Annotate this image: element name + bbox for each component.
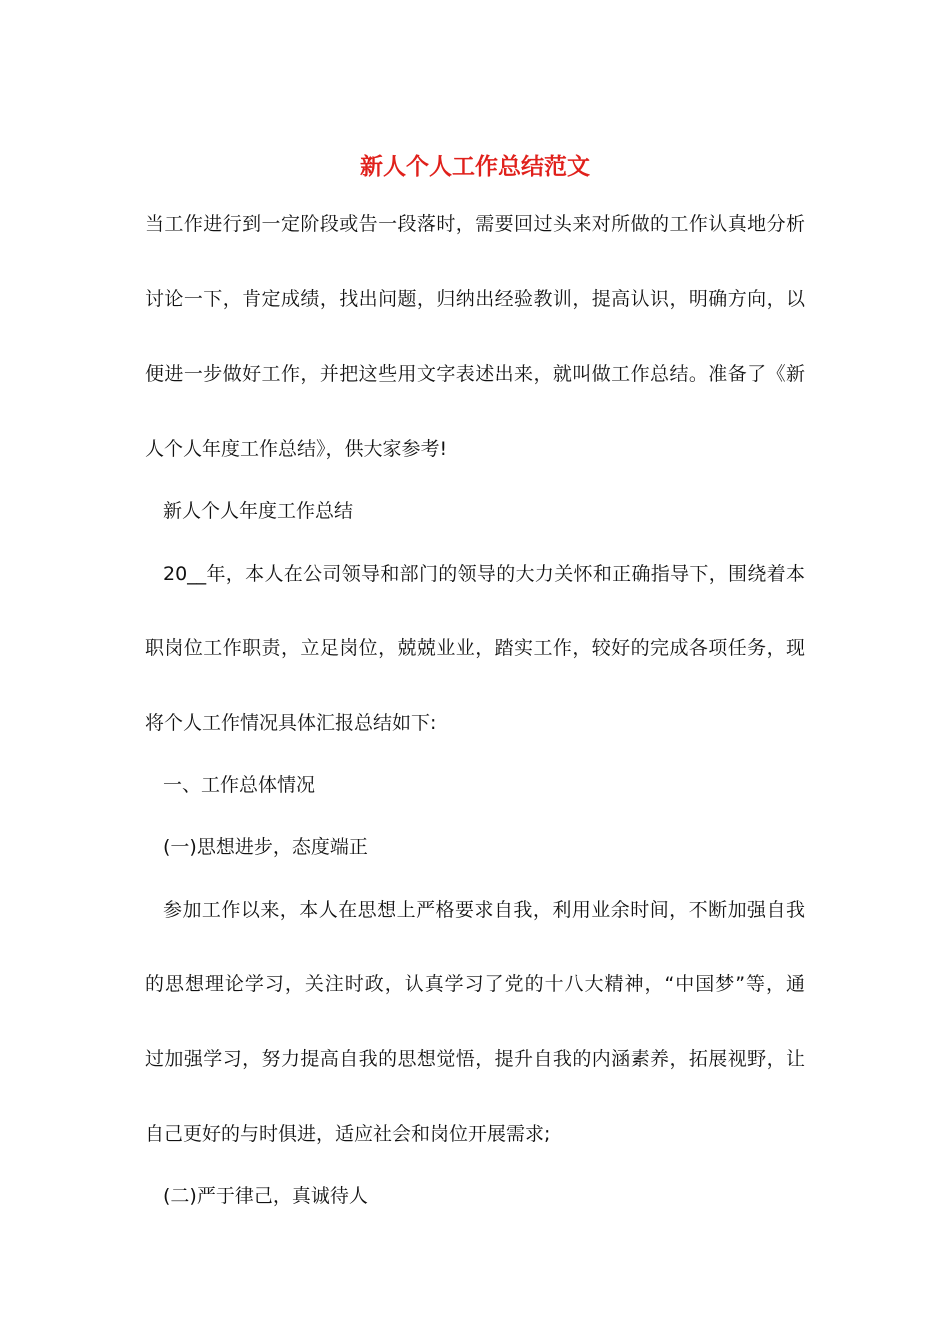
body-line: 当工作进行到一定阶段或告一段落时，需要回过头来对所做的工作认真地分析 (145, 213, 805, 235)
body-line: 参加工作以来，本人在思想上严格要求自我，利用业余时间，不断加强自我 (163, 899, 805, 921)
body-line: 的思想理论学习，关注时政，认真学习了党的十八大精神，“中国梦”等，通 (145, 973, 805, 995)
body-line: 过加强学习，努力提高自我的思想觉悟，提升自我的内涵素养，拓展视野，让 (145, 1048, 805, 1070)
subsection-heading: (一)思想进步，态度端正 (163, 836, 368, 858)
body-line: 自己更好的与时俱进，适应社会和岗位开展需求; (145, 1123, 551, 1145)
section-heading: 一、工作总体情况 (163, 774, 316, 796)
body-line: 将个人工作情况具体汇报总结如下: (145, 712, 437, 734)
body-line: 20__年，本人在公司领导和部门的领导的大力关怀和正确指导下，围绕着本 (163, 563, 805, 585)
body-line: 讨论一下，肯定成绩，找出问题，归纳出经验教训，提高认识，明确方向，以 (145, 288, 805, 310)
section-heading: 新人个人年度工作总结 (163, 500, 354, 522)
document-title: 新人个人工作总结范文 (360, 153, 590, 180)
body-line: 人个人年度工作总结》，供大家参考! (145, 438, 448, 460)
body-line: 便进一步做好工作，并把这些用文字表述出来，就叫做工作总结。准备了《新 (145, 363, 805, 385)
body-line: 职岗位工作职责，立足岗位，兢兢业业，踏实工作，较好的完成各项任务，现 (145, 637, 805, 659)
subsection-heading: (二)严于律己，真诚待人 (163, 1185, 368, 1207)
